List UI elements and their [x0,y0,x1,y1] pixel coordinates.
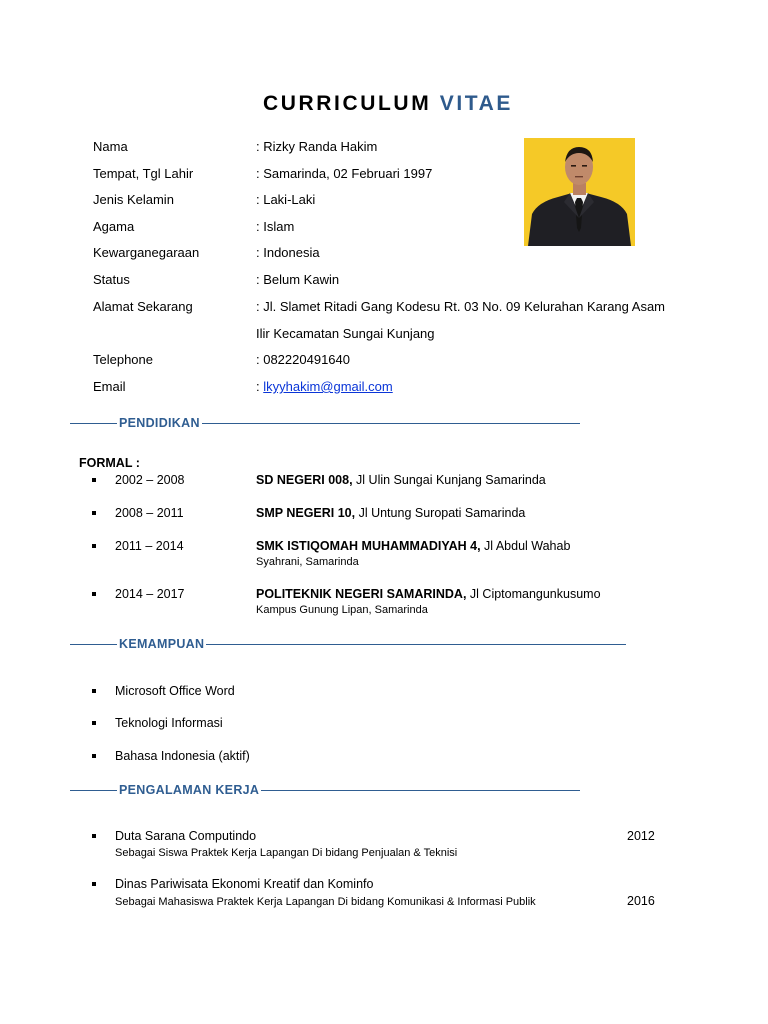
experience-year: 2016 [627,894,655,908]
bullet [92,478,96,482]
experience-role: Sebagai Mahasiswa Praktek Kerja Lapangan Di bidang Komunikasi & Informasi Publik [115,896,536,908]
value-agama: : Islam [256,219,295,234]
edu-school-detail: Jl Ulin Sungai Kunjang Samarinda [352,473,546,487]
label-alamat: Alamat Sekarang [93,299,193,314]
label-agama: Agama [93,219,135,234]
bullet [92,689,96,693]
edu-years: 2008 – 2011 [115,506,184,520]
bullet [92,544,96,548]
experience-name: Dinas Pariwisata Ekonomi Kreatif dan Kominfo [115,877,374,891]
page-title [0,88,768,120]
label-email: Email [93,379,126,394]
skill-item: Microsoft Office Word [115,684,235,698]
value-email [256,378,393,396]
edu-school-name: SMK ISTIQOMAH MUHAMMADIYAH 4, [256,539,481,553]
email-link[interactable]: lkyyhakim@gmail.com [263,379,393,394]
edu-school [256,538,570,555]
label-telephone: Telephone [93,352,153,367]
section-heading-pengalaman: PENGALAMAN KERJA [119,783,260,797]
skill-item: Teknologi Informasi [115,716,223,730]
label-ttl: Tempat, Tgl Lahir [93,166,194,181]
value-telephone: : 082220491640 [256,352,350,367]
value-alamat-line2: Ilir Kecamatan Sungai Kunjang [256,326,435,341]
person-photo-icon [524,138,635,246]
title-part1: CURRICULUM [262,92,432,115]
bullet [92,754,96,758]
section-heading-pendidikan: PENDIDIKAN [119,416,200,430]
edu-school-name: SD NEGERI 008, [256,473,353,487]
bullet [92,511,96,515]
bullet [92,882,96,886]
email-prefix: : [256,379,264,394]
skill-item: Bahasa Indonesia (aktif) [115,749,250,763]
experience-role: Sebagai Siswa Praktek Kerja Lapangan Di bidang Penjualan & Teknisi [115,847,458,859]
label-kewarganegaraan: Kewarganegaraan [93,245,200,260]
section-heading-kemampuan: KEMAMPUAN [119,637,205,651]
bullet [92,592,96,596]
experience-year: 2012 [627,829,655,843]
label-nama: Nama [93,139,128,154]
label-status: Status [93,272,130,287]
value-kewarganegaraan: : Indonesia [256,245,320,260]
bullet [92,834,96,838]
bullet [92,721,96,725]
value-nama: : Rizky Randa Hakim [256,139,378,154]
value-alamat: : Jl. Slamet Ritadi Gang Kodesu Rt. 03 No. 09 Kelurahan Karang Asam [256,299,666,314]
value-ttl: : Samarinda, 02 Februari 1997 [256,166,433,181]
formal-label: FORMAL : [79,456,140,470]
title-part2: VITAE [439,92,514,115]
edu-school-name: POLITEKNIK NEGERI SAMARINDA, [256,587,467,601]
edu-school-detail: Jl Untung Suropati Samarinda [355,506,526,520]
value-jenis-kelamin: : Laki-Laki [256,192,316,207]
edu-years: 2002 – 2008 [115,473,185,487]
edu-years: 2011 – 2014 [115,539,184,553]
experience-name: Duta Sarana Computindo [115,829,257,843]
edu-years: 2014 – 2017 [115,587,185,601]
edu-school-detail: Jl Ciptomangunkusumo [466,587,601,601]
edu-school-line2: Syahrani, Samarinda [256,556,359,568]
edu-school-name: SMP NEGERI 10, [256,506,356,520]
person-photo-svg [524,138,635,246]
edu-school-detail: Jl Abdul Wahab [480,539,571,553]
edu-school [256,505,525,522]
edu-school-line2: Kampus Gunung Lipan, Samarinda [256,604,428,616]
edu-school [256,472,546,489]
value-status: : Belum Kawin [256,272,340,287]
label-jenis-kelamin: Jenis Kelamin [93,192,174,207]
edu-school [256,586,601,603]
